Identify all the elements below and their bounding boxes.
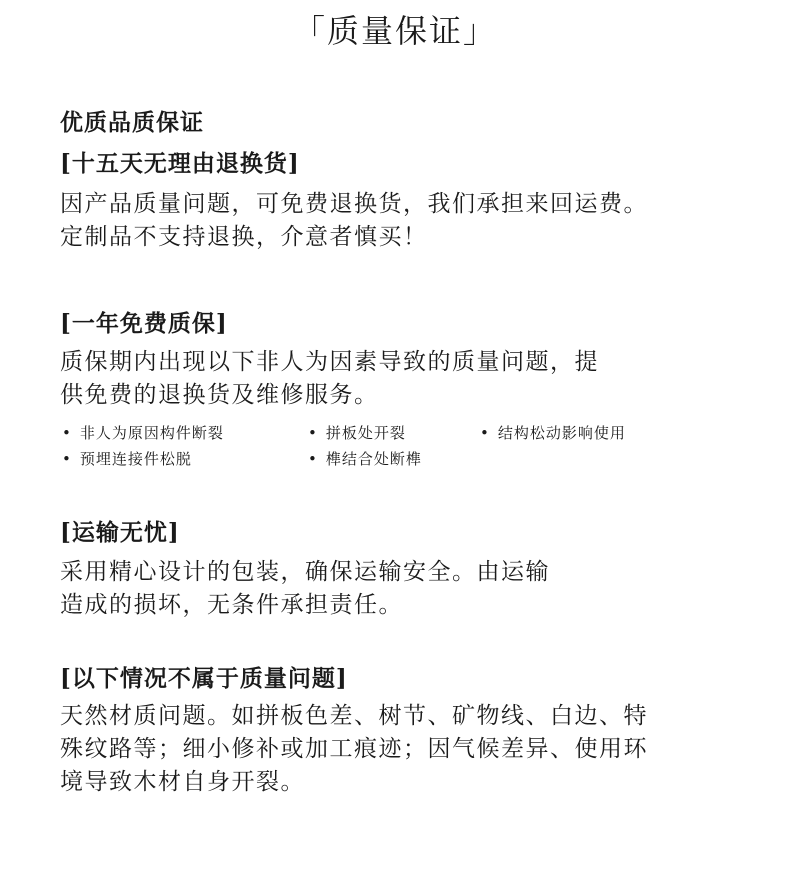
- body-line: 因产品质量问题，可免费退换货，我们承担来回运费。: [60, 191, 648, 217]
- body-line: 采用精心设计的包装，确保运输安全。由运输: [60, 559, 550, 585]
- quality-heading: 优质品质保证: [60, 109, 204, 136]
- bullet-item: • 榫结合处断榫: [308, 448, 422, 469]
- section-body-exclusions: [60, 700, 760, 799]
- body-line: 供免费的退换货及维修服务。: [60, 382, 379, 408]
- body-line: 造成的损坏，无条件承担责任。: [60, 592, 403, 618]
- section-heading-exclusions: [以下情况不属于质量问题]: [60, 665, 348, 692]
- bullet-item: • 预埋连接件松脱: [62, 448, 192, 469]
- body-line: 天然材质问题。如拼板色差、树节、矿物线、白边、特: [60, 703, 648, 729]
- bullet-item: • 非人为原因构件断裂: [62, 422, 224, 443]
- section-body-warranty: [60, 346, 760, 412]
- section-heading-shipping: [运输无忧]: [60, 519, 180, 546]
- section-heading-warranty: [一年免费质保]: [60, 310, 228, 337]
- section-body-return: [60, 188, 760, 254]
- page-title: 「质量保证」: [292, 12, 497, 50]
- bullet-item: • 结构松动影响使用: [480, 422, 626, 443]
- body-line: 质保期内出现以下非人为因素导致的质量问题，提: [60, 349, 599, 375]
- body-line: 定制品不支持退换，介意者慎买！: [60, 224, 428, 250]
- body-line: 境导致木材自身开裂。: [60, 769, 305, 795]
- bullet-item: • 拼板处开裂: [308, 422, 406, 443]
- body-line: 殊纹路等；细小修补或加工痕迹；因气候差异、使用环: [60, 736, 648, 762]
- section-heading-return: [十五天无理由退换货]: [60, 150, 300, 177]
- section-body-shipping: [60, 556, 760, 622]
